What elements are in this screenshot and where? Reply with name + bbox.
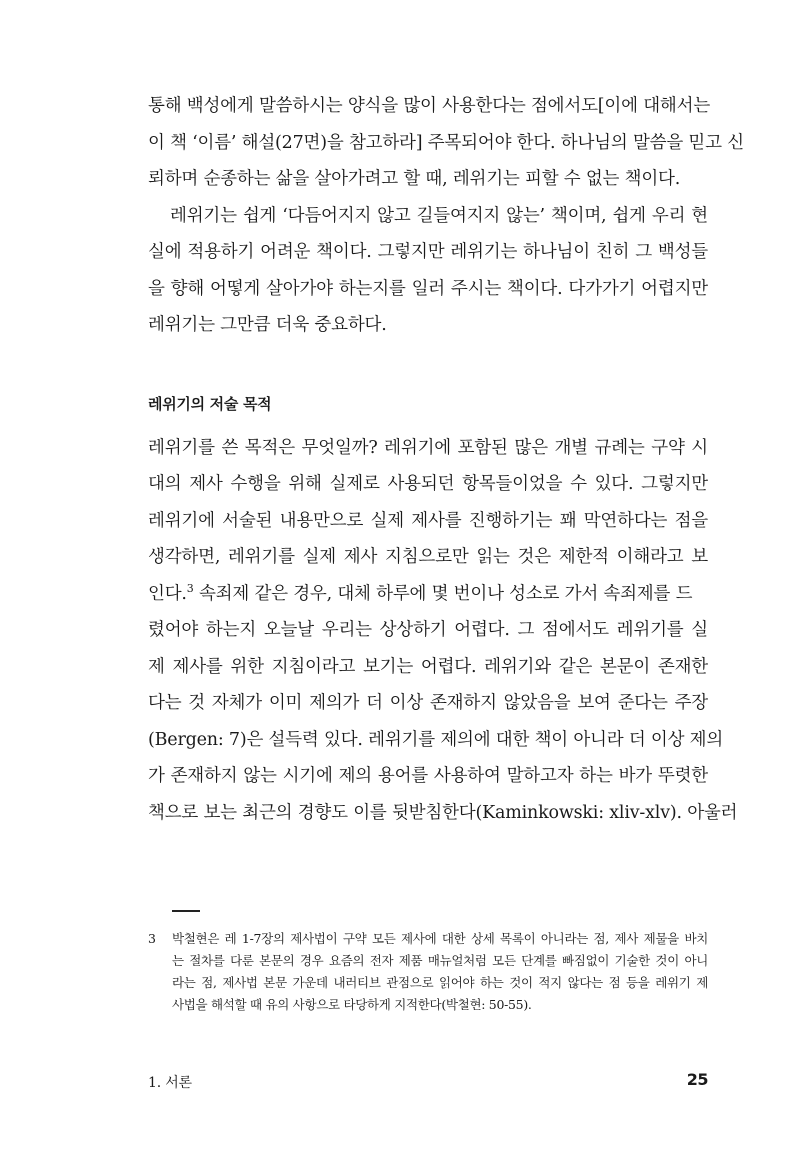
section-heading: 레위기의 저술 목적 (148, 394, 272, 413)
text-fragment: 속죄제 같은 경우, 대체 하루에 몇 번이나 성소로 가서 속죄제를 드 (198, 583, 693, 604)
footnote-line: 는 절차를 다룬 본문의 경우 요즘의 전자 제품 매뉴얼처럼 모든 단계를 빠짐없이 기술한 것이 아니 (172, 953, 708, 968)
footnote-ref[interactable]: 3 (186, 581, 194, 595)
text-line: (Bergen: 7)은 설득력 있다. 레위기를 제의에 대한 책이 아니라 더 이상 제의 (148, 729, 724, 750)
text-line: 이 책 ‘이름’ 해설(27면)을 참고하라] 주목되어야 한다. 하나님의 말씀을 믿고 신 (148, 132, 744, 153)
footnote-line: 라는 점, 제사법 본문 가운데 내러티브 관점으로 읽어야 하는 것이 적지 않다는 점 등을 레위기 제 (172, 975, 708, 990)
text-line: 가 존재하지 않는 시기에 제의 용어를 사용하여 말하고자 하는 바가 뚜렷한 (148, 766, 708, 786)
text-line: 렸어야 하는지 오늘날 우리는 상상하기 어렵다. 그 점에서도 레위기를 실 (148, 620, 708, 640)
text-line: 다는 것 자체가 이미 제의가 더 이상 존재하지 않았음을 보여 준다는 주장 (148, 693, 708, 713)
footnote-body (172, 928, 708, 1016)
body-text (148, 88, 744, 831)
text-line: 레위기를 쓴 목적은 무엇일까? 레위기에 포함된 많은 개별 규례는 구약 시 (148, 437, 708, 458)
text-line: 책으로 보는 최근의 경향도 이를 뒷받침한다(Kaminkowski: xliv-xlv). 아울러 (148, 802, 738, 823)
text-line: 레위기는 쉽게 ‘다듬어지지 않고 길들여지지 않는’ 책이며, 쉽게 우리 현 (170, 205, 708, 226)
text-line: 뢰하며 순종하는 삶을 살아가려고 할 때, 레위기는 피할 수 없는 책이다. (148, 169, 681, 189)
text-line: 생각하면, 레위기를 실제 제사 지침으로만 읽는 것은 제한적 이해라고 보 (148, 547, 708, 567)
footnote-number: 3 (148, 931, 156, 946)
footnote-divider (172, 910, 200, 912)
text-line: 레위기는 그만큼 더욱 중요하다. (148, 315, 387, 335)
text-line: 통해 백성에게 말씀하시는 양식을 많이 사용한다는 점에서도[이에 대해서는 (148, 96, 711, 116)
text-line: 제 제사를 위한 지침이라고 보기는 어렵다. 레위기와 같은 본문이 존재한 (148, 656, 708, 677)
text-line: 을 향해 어떻게 살아가야 하는지를 일러 주시는 책이다. 다가가기 어렵지만 (148, 278, 708, 299)
footnote-line: 박철현은 레 1-7장의 제사법이 구약 모든 제사에 대한 상세 목록이 아니라는 점, 제사 제물을 바치 (172, 931, 708, 946)
page-number: 25 (686, 1070, 708, 1089)
text-line: 레위기에 서술된 내용만으로 실제 제사를 진행하기는 꽤 막연하다는 점을 (148, 510, 708, 531)
running-footer-section: 1. 서론 (148, 1075, 192, 1091)
text-fragment: 인다. (148, 583, 187, 604)
text-line (148, 576, 708, 613)
text-line: 대의 제사 수행을 위해 실제로 사용되던 항목들이었을 수 있다. 그렇지만 (148, 474, 708, 494)
text-line: 실에 적용하기 어려운 책이다. 그렇지만 레위기는 하나님이 친히 그 백성들 (148, 242, 708, 262)
footnote-line: 사법을 해석할 때 유의 사항으로 타당하게 지적한다(박철현: 50-55). (172, 997, 532, 1012)
